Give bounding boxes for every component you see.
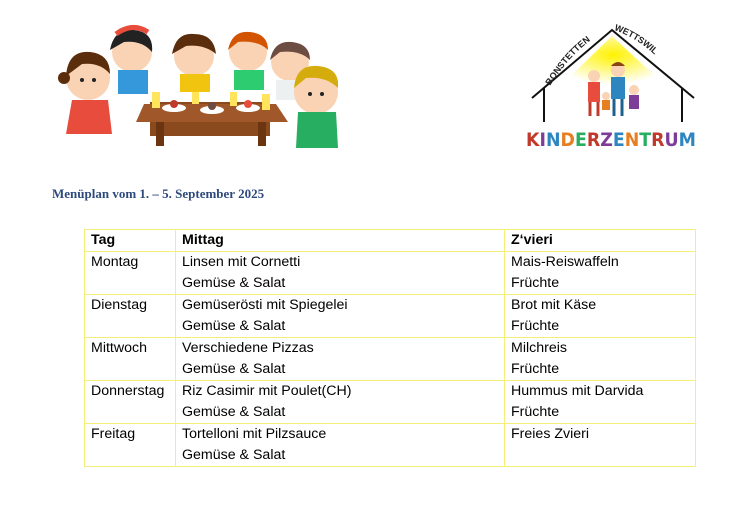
snack-item: Früchte: [511, 361, 560, 377]
menu-title: Menüplan vom 1. – 5. September 2025: [52, 186, 265, 201]
snack-cell: [505, 338, 696, 381]
lunch-cell: [176, 252, 505, 295]
menu-table: [84, 229, 696, 467]
table-header-row: [85, 230, 696, 252]
lunch-cell: [176, 295, 505, 338]
kinderzentrum-logo: [518, 20, 708, 160]
snack-item: Hummus mit Darvida: [511, 383, 644, 399]
lunch-item: Gemüse & Salat: [182, 361, 286, 377]
logo-arc-right: WETTSWIL: [613, 22, 660, 57]
lunch-item: Tortelloni mit Pilzsauce: [182, 426, 327, 442]
lunch-item: Gemüse & Salat: [182, 404, 286, 420]
snack-cell: [505, 295, 696, 338]
lunch-item: Gemüserösti mit Spiegelei: [182, 297, 348, 313]
snack-item: Freies Zvieri: [511, 426, 590, 442]
house-logo-graphic: [518, 20, 708, 160]
snack-item: Früchte: [511, 318, 560, 334]
lunch-item: Gemüse & Salat: [182, 447, 286, 463]
lunch-item: Riz Casimir mit Poulet(CH): [182, 383, 352, 399]
lunch-item: Verschiedene Pizzas: [182, 340, 314, 356]
lunch-cell: [176, 424, 505, 467]
lunch-item: Linsen mit Cornetti: [182, 254, 301, 270]
column-header-day: Tag: [85, 230, 176, 252]
snack-item: Milchreis: [511, 340, 567, 356]
column-header-lunch: Mittag: [176, 230, 505, 252]
logo-arc-left: BONSTETTEN: [543, 34, 592, 87]
lunch-item: Gemüse & Salat: [182, 275, 286, 291]
table-row: [85, 295, 696, 338]
lunch-cell: [176, 381, 505, 424]
snack-item: Mais-Reiswaffeln: [511, 254, 619, 270]
snack-cell: [505, 381, 696, 424]
day-cell: Dienstag: [85, 295, 176, 338]
snack-cell: [505, 424, 696, 467]
snack-item: Früchte: [511, 404, 560, 420]
snack-cell: [505, 252, 696, 295]
table-row: [85, 252, 696, 295]
table-row: [85, 338, 696, 381]
children-eating-illustration: [52, 22, 338, 154]
column-header-snack: Z‘vieri: [505, 230, 696, 252]
day-cell: Montag: [85, 252, 176, 295]
logo-wordmark: KINDERZENTRUM: [526, 129, 698, 151]
day-cell: Donnerstag: [85, 381, 176, 424]
day-cell: Freitag: [85, 424, 176, 467]
table-row: [85, 381, 696, 424]
lunch-item: Gemüse & Salat: [182, 318, 286, 334]
day-cell: Mittwoch: [85, 338, 176, 381]
snack-item: Früchte: [511, 275, 560, 291]
snack-item: Brot mit Käse: [511, 297, 597, 313]
table-row: [85, 424, 696, 467]
lunch-cell: [176, 338, 505, 381]
